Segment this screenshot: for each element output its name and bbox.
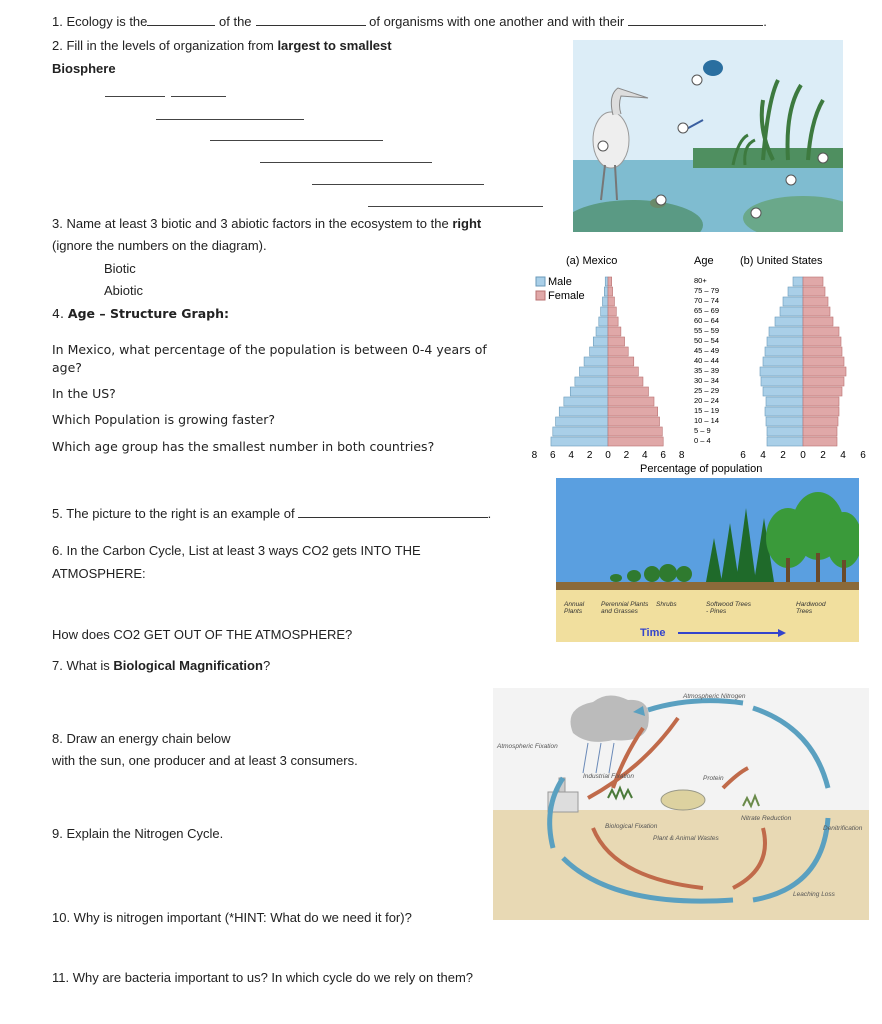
mexico-female-bar [608, 277, 612, 286]
mexico-female-bar [608, 427, 662, 436]
us-female-bar [803, 377, 844, 386]
q1-text-b: of the [219, 14, 252, 29]
nitrogen-cycle-label: Atmospheric Fixation [497, 743, 558, 750]
us-male-bar [763, 357, 803, 366]
time-label: Time [640, 627, 666, 639]
q1-text-a: 1. Ecology is the [52, 14, 148, 29]
mexico-female-bar [608, 407, 658, 416]
us-male-bar [767, 437, 803, 446]
q4-s3: Which Population is growing faster? [52, 412, 276, 427]
succession-stage-label: - Pines [706, 608, 727, 615]
question-5 [52, 505, 491, 522]
q6-line1: 6. In the Carbon Cycle, List at least 3 ways CO2 gets INTO THE [52, 543, 421, 558]
succession-stage-label: Softwood Trees [706, 601, 752, 608]
mexico-x-tick: 8 [531, 450, 538, 461]
us-male-bar [765, 407, 803, 416]
mexico-female-bar [608, 337, 625, 346]
us-male-bar [767, 427, 803, 436]
q1-blank-1[interactable] [147, 13, 215, 26]
q2-blank-1a[interactable] [105, 96, 165, 97]
us-male-bar [767, 337, 803, 346]
us-x-tick: 4 [840, 450, 846, 461]
mexico-male-bar [551, 437, 608, 446]
age-group-label: 55 – 59 [694, 326, 720, 335]
mexico-female-bar [608, 417, 660, 426]
question-1 [52, 13, 767, 30]
mexico-male-bar [584, 357, 608, 366]
us-x-tick: 0 [800, 450, 806, 461]
q2-blank-4[interactable] [260, 162, 432, 163]
mexico-female-bar [608, 437, 663, 446]
us-female-bar [803, 387, 842, 396]
age-group-label: 25 – 29 [694, 386, 720, 395]
nitrogen-cycle-label: Biological Fixation [605, 823, 658, 830]
q4-s4: Which age group has the smallest number in both countries? [52, 439, 435, 454]
us-x-tick: 2 [820, 450, 826, 461]
us-male-bar [766, 397, 803, 406]
age-group-label: 60 – 64 [694, 316, 720, 325]
succession-image [556, 478, 859, 642]
age-group-label: 30 – 34 [694, 376, 720, 385]
nitrogen-cycle-label: Nitrate Reduction [741, 815, 792, 822]
q2-blank-6[interactable] [368, 206, 543, 207]
age-group-label: 10 – 14 [694, 416, 720, 425]
q2-text: 2. Fill in the levels of organization from [52, 38, 278, 53]
us-female-bar [803, 317, 833, 326]
q4-s1: In Mexico, what percentage of the population is between 0-4 years of [52, 342, 487, 357]
mexico-x-tick: 6 [550, 450, 556, 461]
age-group-label: 70 – 74 [694, 296, 720, 305]
mexico-male-bar [559, 407, 608, 416]
us-female-bar [803, 417, 838, 426]
succession-stage-label: Perennial Plants [601, 601, 649, 608]
legend-female-label: Female [548, 290, 585, 302]
us-male-bar [766, 417, 803, 426]
us-x-tick: 6 [860, 450, 866, 461]
mexico-male-bar [590, 347, 608, 356]
us-female-bar [803, 357, 844, 366]
q7-end: ? [262, 658, 271, 673]
mexico-female-bar [608, 367, 638, 376]
us-male-bar [761, 377, 803, 386]
q3-biotic-label: Biotic [104, 261, 136, 276]
q1-blank-2[interactable] [256, 13, 366, 26]
mexico-chart-title: (a) Mexico [566, 255, 618, 267]
q3-abiotic-label: Abiotic [104, 283, 144, 298]
us-female-bar [803, 407, 839, 416]
q8-line2: with the sun, one producer and at least 3 consumers. [52, 753, 358, 768]
mexico-male-bar [602, 297, 608, 306]
mexico-male-bar [605, 277, 608, 286]
succession-stage-label: Plants [564, 608, 583, 615]
mexico-female-bar [608, 327, 621, 336]
mexico-male-bar [579, 367, 608, 376]
nitrogen-cycle-label: Industrial Fixation [583, 773, 634, 780]
us-male-bar [760, 367, 803, 376]
us-female-bar [803, 337, 841, 346]
mexico-female-bar [608, 347, 628, 356]
us-female-bar [803, 287, 825, 296]
mexico-male-bar [575, 377, 608, 386]
age-group-label: 80+ [694, 276, 707, 285]
q2-blank-5[interactable] [312, 184, 484, 185]
q4-s2: In the US? [52, 386, 116, 401]
us-female-bar [803, 347, 842, 356]
mexico-male-bar [599, 317, 608, 326]
ecosystem-image [573, 40, 843, 232]
succession-stage-label: Hardwood [796, 601, 826, 608]
q3-line2: (ignore the numbers on the diagram). [52, 238, 267, 253]
us-male-bar [788, 287, 803, 296]
nitrogen-cycle-label: Atmospheric Nitrogen [683, 693, 746, 700]
age-axis-title: Age [694, 255, 714, 267]
mexico-male-bar [593, 337, 608, 346]
age-group-label: 45 – 49 [694, 346, 720, 355]
us-female-bar [803, 327, 839, 336]
q6-out: How does CO2 GET OUT OF THE ATMOSPHERE? [52, 627, 353, 642]
q4-num: 4. [52, 306, 64, 321]
nitrogen-cycle-label: Leaching Loss [793, 891, 835, 898]
q2-blank-1b[interactable] [171, 96, 226, 97]
mexico-male-bar [556, 417, 608, 426]
us-male-bar [783, 297, 803, 306]
mexico-x-tick: 4 [568, 450, 574, 461]
us-male-bar [780, 307, 803, 316]
age-group-label: 5 – 9 [694, 426, 711, 435]
legend-male-swatch [536, 277, 545, 286]
question-4 [52, 305, 229, 322]
mexico-female-bar [608, 357, 634, 366]
us-x-tick: 6 [740, 450, 746, 461]
us-chart-title: (b) United States [740, 255, 823, 267]
us-x-tick: 2 [780, 450, 786, 461]
mexico-x-tick: 2 [586, 450, 593, 461]
succession-stage-label: Shrubs [656, 601, 677, 608]
us-male-bar [769, 327, 803, 336]
q2-first-level: Biosphere [52, 61, 116, 76]
nitrogen-cycle-label: Protein [703, 775, 724, 782]
succession-stage-label: Annual [564, 601, 585, 608]
q1-text-d: . [763, 14, 767, 29]
mexico-female-bar [608, 307, 616, 316]
q7-text: 7. What is [52, 658, 114, 673]
age-group-label: 15 – 19 [694, 406, 720, 415]
q5-end: . [487, 506, 492, 521]
question-3 [52, 215, 481, 232]
q8-line1: 8. Draw an energy chain below [52, 731, 231, 746]
mexico-male-bar [553, 427, 608, 436]
us-female-bar [803, 307, 830, 316]
mexico-male-bar [564, 397, 608, 406]
q7-bold: Biological Magnification [113, 658, 263, 673]
age-group-label: 35 – 39 [694, 366, 720, 375]
question-7 [52, 657, 270, 674]
question-2 [52, 37, 392, 54]
q2-blank-3[interactable] [210, 140, 383, 141]
q5-text: 5. The picture to the right is an example of [52, 506, 295, 521]
q4-title: Age – Structure Graph: [67, 306, 229, 321]
mexico-female-bar [608, 317, 618, 326]
mexico-male-bar [601, 307, 608, 316]
nitrogen-cycle-label: Denitrification [823, 825, 863, 832]
question-10: 10. Why is nitrogen important (*HINT: What do we need it for)? [52, 910, 412, 925]
us-female-bar [803, 297, 828, 306]
mexico-female-bar [608, 387, 648, 396]
q3-bold: right [452, 216, 482, 231]
us-female-bar [803, 397, 839, 406]
mexico-x-tick: 4 [642, 450, 648, 461]
mexico-male-bar [596, 327, 608, 336]
us-x-tick: 4 [760, 450, 766, 461]
mexico-female-bar [608, 377, 643, 386]
mexico-x-tick: 2 [623, 450, 630, 461]
q5-blank[interactable] [298, 505, 488, 518]
us-male-bar [765, 347, 803, 356]
question-11: 11. Why are bacteria important to us? In which cycle do we rely on them? [52, 970, 474, 985]
us-female-bar [803, 437, 837, 446]
q1-blank-3[interactable] [628, 13, 763, 26]
us-female-bar [803, 277, 823, 286]
mexico-x-tick: 8 [678, 450, 685, 461]
mexico-female-bar [608, 397, 654, 406]
q2-bold: largest to smallest [277, 38, 392, 53]
us-male-bar [763, 387, 803, 396]
legend-male-label: Male [548, 276, 572, 288]
us-male-bar [793, 277, 803, 286]
age-group-label: 75 – 79 [694, 286, 720, 295]
age-group-label: 0 – 4 [694, 436, 711, 445]
age-group-label: 20 – 24 [694, 396, 720, 405]
mexico-female-bar [608, 287, 613, 296]
us-male-bar [775, 317, 803, 326]
us-female-bar [803, 367, 846, 376]
succession-stage-label: and Grasses [601, 608, 638, 615]
q2-blank-2[interactable] [156, 119, 304, 120]
mexico-male-bar [570, 387, 608, 396]
q3-text: 3. Name at least 3 biotic and 3 abiotic factors in the ecosystem to the [52, 216, 453, 231]
q4-s1b: age? [52, 360, 82, 375]
age-group-label: 50 – 54 [694, 336, 720, 345]
mexico-x-tick: 6 [660, 450, 666, 461]
q1-text-c: of organisms with one another and with their [369, 14, 625, 29]
age-group-label: 40 – 44 [694, 356, 720, 365]
age-group-label: 65 – 69 [694, 306, 720, 315]
question-9: 9. Explain the Nitrogen Cycle. [52, 826, 224, 841]
legend-female-swatch [536, 291, 545, 300]
nitrogen-cycle-label: Plant & Animal Wastes [653, 835, 719, 842]
x-axis-label: Percentage of population [640, 463, 763, 475]
mexico-male-bar [604, 287, 608, 296]
us-female-bar [803, 427, 837, 436]
mexico-female-bar [608, 297, 614, 306]
succession-stage-label: Trees [796, 608, 813, 615]
nitrogen-cycle-image [493, 688, 869, 920]
mexico-x-tick: 0 [605, 450, 611, 461]
age-structure-chart [528, 250, 873, 478]
q6-line2: ATMOSPHERE: [52, 566, 146, 581]
